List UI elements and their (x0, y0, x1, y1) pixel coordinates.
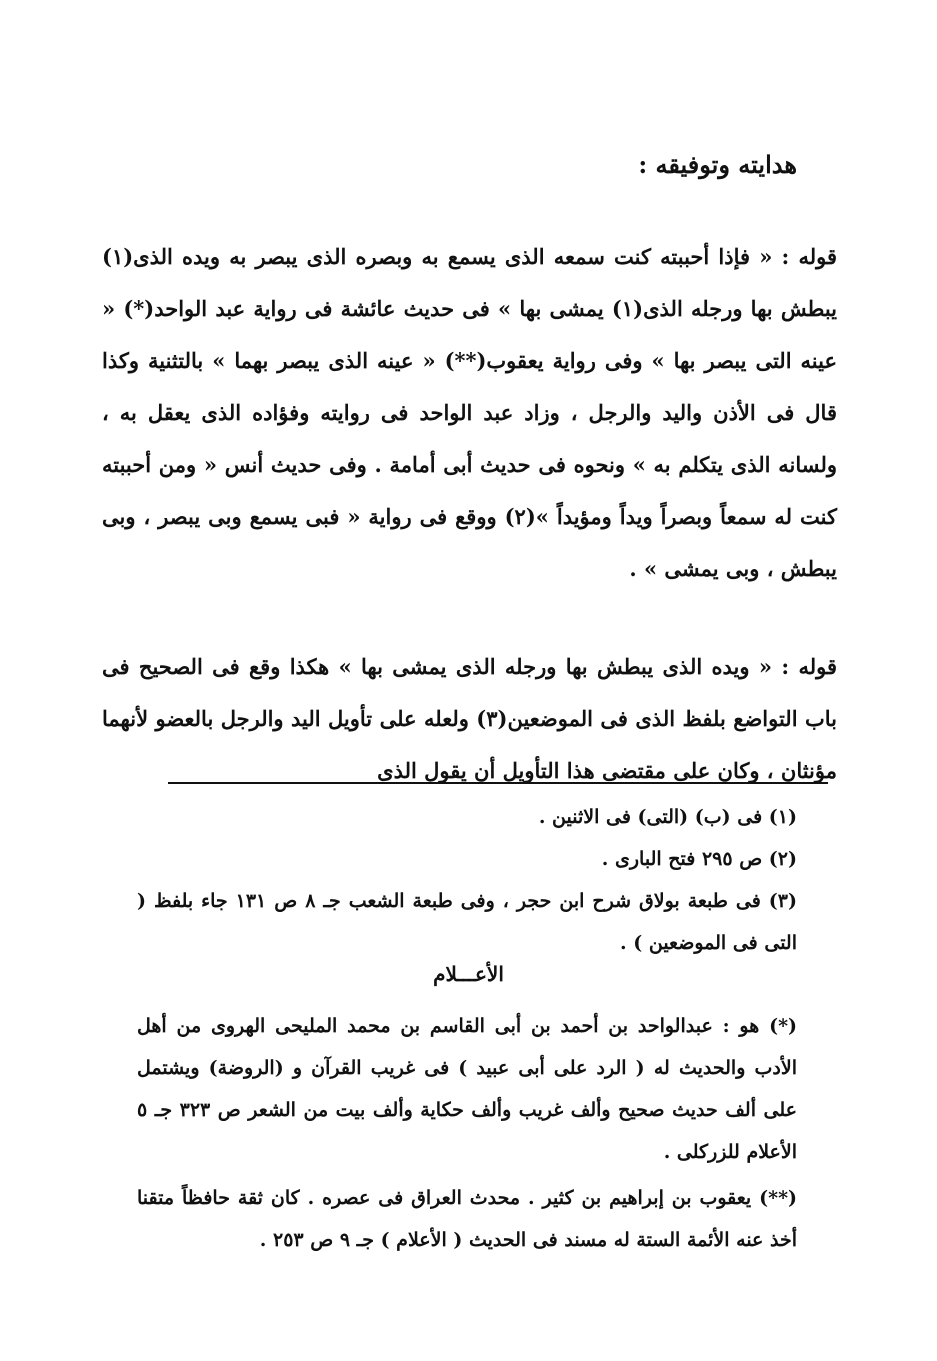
biographies-title: الأعـــلام (433, 962, 504, 986)
footnote-1: (١) فى (ب) (التى) فى الاثنين . (538, 806, 797, 828)
footnote-3: (٣) فى طبعة بولاق شرح ابن حجر ، وفى طبعة الشعب جـ ٨ ص ١٣١ جاء بلفظ ( التى فى الموضعين ) . (137, 890, 798, 954)
biography-note-2: (**) يعقوب بن إبراهيم بن كثير . محدث العراق فى عصره . كان ثقة حافظاً متقنا أخذ عنه الأئمة الستة له مسند فى الحديث ( الأعلام ) جـ ٩ ص ٢٥٣ . (137, 1187, 797, 1251)
section-heading: هدايته وتوفيقه : (638, 150, 797, 179)
footnote-2: (٢) ص ٢٩٥ فتح البارى . (601, 848, 797, 870)
body-paragraph-2: قوله : « ويده الذى يبطش بها ورجله الذى يمشى بها » هكذا وقع فى الصحيح فى باب التواضع بلفظ الذى فى الموضعين(٣) ولعله على تأويل اليد والرجل بالعضو لأنهما مؤنثان ، وكان على مقتضى هذا التأويل أن يقول الذى (102, 654, 837, 783)
footnote-divider (168, 782, 828, 784)
footnotes (137, 796, 797, 964)
body-paragraph-1: قوله : « فإذا أحببته كنت سمعه الذى يسمع به وبصره الذى يبصر به ويده الذى(١) يبطش بها ورجله الذى(١) يمشى بها » فى حديث عائشة فى رواية عبد الواحد(*) « عينه التى يبصر بها » وفى رواية يعقوب(**) « عينه الذى يبصر بهما » بالتثنية وكذا قال فى الأذن واليد والرجل ، وزاد عبد الواحد فى روايته وفؤاده الذى يعقل به ، ولسانه الذى يتكلم به » ونحوه فى حديث أبى أمامة . وفى حديث أنس « ومن أحببته كنت له سمعاً وبصراً ويداً ومؤيداً »(٢) ووقع فى رواية « فبى يسمع وبى يبصر ، وبى يبطش ، وبى يمشى » . (102, 244, 837, 581)
biography-note-1: (*) هو : عبدالواحد بن أحمد بن أبى القاسم بن محمد المليحى الهروى من أهل الأدب والحديث له ( الرد على أبى عبيد ) فى غريب القرآن و (الروضة) ويشتمل على ألف حديث صحيح وألف غريب وألف حكاية وألف بيت من الشعر ص ٣٢٣ جـ ٥ الأعلام للزركلى . (137, 1015, 797, 1163)
biography-notes (137, 1005, 797, 1265)
